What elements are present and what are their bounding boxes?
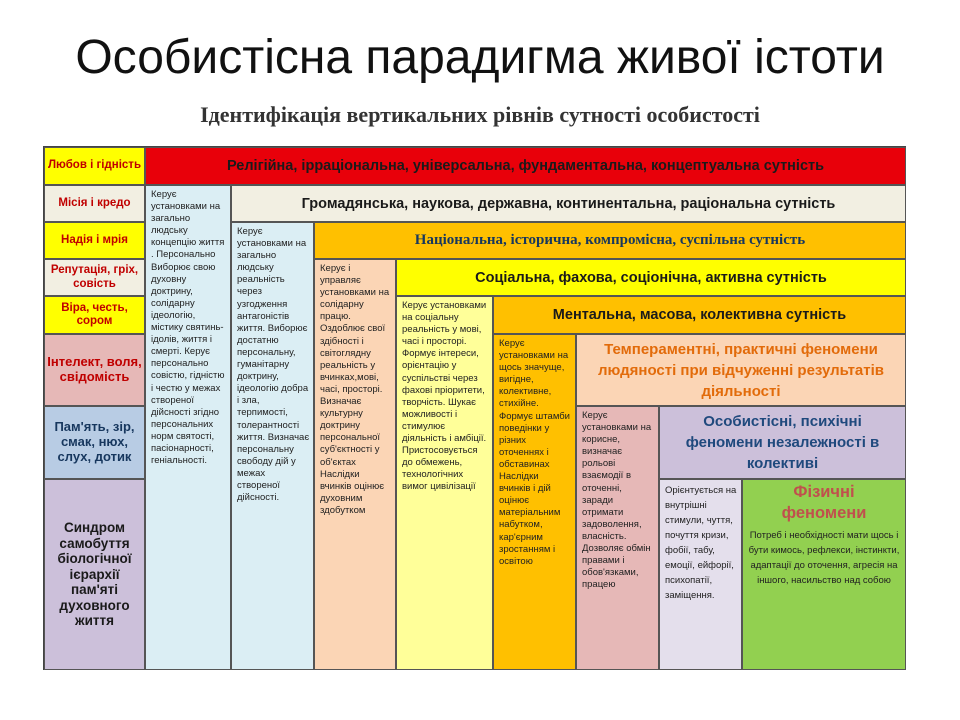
physical-phenomena-title: Фізичні феномени xyxy=(781,483,867,522)
band-temperament-phenomena: Темпераментні, практичні феномени людяності при відчуженні результатів діяльності xyxy=(576,334,906,406)
label-reputation-sin-conscience: Репутація, гріх, совість xyxy=(44,259,145,296)
band-social-essence: Соціальна, фахова, соціонічна, активна сутність xyxy=(396,259,906,296)
column-social: Керує установками на соціальну реальність у мові, часі і просторі. Формує інтереси, орієнтацію у суспільстві через фахові пріоритети, творчість. Шукає можливості і стимулює діяльність і амбіції. Пристосовується до обмежень, технологічних вимог цивілізації xyxy=(396,296,493,670)
band-personal-phenomena: Особистісні, психічні феномени незалежності в колективі xyxy=(659,406,906,479)
column-national: Керує і управляє установками на солідарну працю. Оздоблює свої здібності і світоглядну реальність у вчинках,мові, часі, просторі. Визначає культурну доктрину персональної суб'єктності у об'єктах Наслідки вчинків оцінює духовним здобутком xyxy=(314,259,396,670)
column-personal: Орієнтується на внутрішні стимули, чуття, почуття кризи, фобії, табу, емоції, ейфорії, психопатії, заміщення. xyxy=(659,479,742,670)
band-national-essence: Національна, історична, компромісна, суспільна сутність xyxy=(314,222,906,259)
paradigm-table xyxy=(43,146,906,670)
band-mental-essence: Ментальна, масова, колективна сутність xyxy=(493,296,906,334)
physical-phenomena-text: Потреб і необхідності мати щось і бути кимось, рефлекси, інстинкти, адаптації до оточення, агресія на іншого, насильство над собою xyxy=(748,530,900,586)
label-hope-dream: Надія і мрія xyxy=(44,222,145,259)
label-memory-senses: Пам'ять, зір, смак, нюх, слух, дотик xyxy=(44,406,145,479)
label-love-dignity: Любов і гідність xyxy=(44,147,145,185)
label-syndrome-selfbeing: Синдром самобуття біологічної ієрархії пам'яті духовного життя xyxy=(44,479,145,670)
label-mission-credo: Місія і кредо xyxy=(44,185,145,222)
slide-title: Особистісна парадигма живої істоти xyxy=(75,31,885,84)
column-universal: Керує установками на загально людську концепцію життя . Персонально Виборює свою духовну доктрину, солідарну ідеологію, містику святинь-ідолів, життя і смерті. Керує персонально совістю, гідністю і честю у межах створеної дійсності згідно персональних норм святості, пасіонарності, геніальності. xyxy=(145,185,231,670)
band-physical-phenomena xyxy=(742,479,906,670)
band-civic-essence: Громадянська, наукова, державна, континентальна, раціональна сутність xyxy=(231,185,906,222)
column-mental: Керує установками на щось значуще, вигідне, колективне, стихійне. Формує штамби поведінки у різних оточеннях і обставинах Наслідки вчинків і дій оцінює матеріальним набутком, кар'єрним зростанням і освітою xyxy=(493,334,576,670)
column-civic: Керує установками на загально людську реальність через узгодження антагоністів життя. Виборює достатню персональну, гуманітарну доктрину, ідеологію добра і зла, терпимості, толерантності життя. Визначає персональну свободу дій у межах створеної дійсності. xyxy=(231,222,314,670)
label-faith-honor-shame: Віра, честь, сором xyxy=(44,296,145,334)
label-intellect-will-consciousness: Інтелект, воля, свідомість xyxy=(44,334,145,406)
column-temperament: Керує установками на корисне, визначає рольові взаємодії в оточенні, заради отримати задоволення, власність. Дозволяє обмін правами і обов'язками, працею xyxy=(576,406,659,670)
slide-subtitle: Ідентифікація вертикальних рівнів сутності особистості xyxy=(200,102,760,127)
band-religious-essence: Релігійна, ірраціональна, універсальна, фундаментальна, концептуальна сутність xyxy=(145,147,906,185)
